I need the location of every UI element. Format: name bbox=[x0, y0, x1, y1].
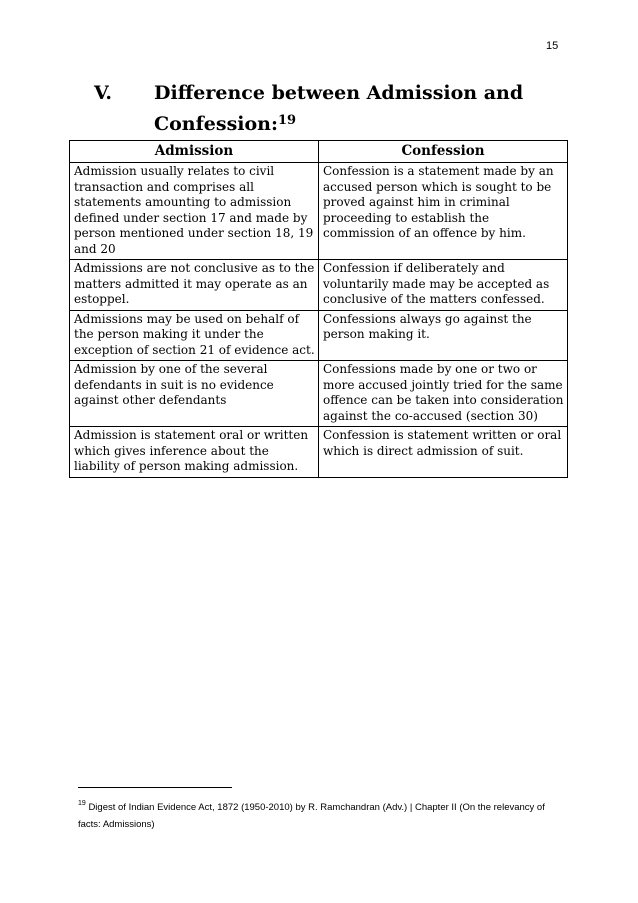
table-row bbox=[70, 163, 568, 260]
footnote bbox=[78, 795, 568, 833]
section-number: V. bbox=[94, 82, 113, 104]
comparison-table bbox=[69, 140, 568, 478]
confession-cell: Confession is statement written or oral which is direct admission of suit. bbox=[319, 427, 568, 478]
admission-cell: Admissions are not conclusive as to the matters admitted it may operate as an estoppel. bbox=[70, 260, 319, 311]
confession-cell: Confessions made by one or two or more accused jointly tried for the same offence can be taken into consideration against the co-accused (section 30) bbox=[319, 361, 568, 427]
admission-cell: Admission by one of the several defendants in suit is no evidence against other defendants bbox=[70, 361, 319, 427]
table-row bbox=[70, 427, 568, 478]
admission-cell: Admission is statement oral or written which gives inference about the liability of person making admission. bbox=[70, 427, 319, 478]
confession-cell: Confessions always go against the person making it. bbox=[319, 310, 568, 361]
admission-cell: Admission usually relates to civil transaction and comprises all statements amounting to admission defined under section 17 and made by person mentioned under section 18, 19 and 20 bbox=[70, 163, 319, 260]
page-number: 15 bbox=[546, 40, 559, 52]
confession-cell: Confession is a statement made by an accused person which is sought to be proved against him in criminal proceeding to establish the commission of an offence by him. bbox=[319, 163, 568, 260]
table-row bbox=[70, 361, 568, 427]
footnote-separator bbox=[78, 787, 232, 788]
confession-cell: Confession if deliberately and voluntarily made may be accepted as conclusive of the matters confessed. bbox=[319, 260, 568, 311]
footnote-text: Digest of Indian Evidence Act, 1872 (1950-2010) by R. Ramchandran (Adv.) | Chapter II (On the relevancy of facts: Admissions) bbox=[78, 802, 545, 830]
section-title-text: Difference between Admission and Confession: bbox=[154, 82, 524, 135]
table-row bbox=[70, 260, 568, 311]
column-header-admission: Admission bbox=[70, 141, 319, 163]
admission-cell: Admissions may be used on behalf of the person making it under the exception of section 21 of evidence act. bbox=[70, 310, 319, 361]
column-header-confession: Confession bbox=[319, 141, 568, 163]
table-header-row bbox=[70, 141, 568, 163]
section-title bbox=[154, 80, 574, 138]
table-row bbox=[70, 310, 568, 361]
footnote-number: 19 bbox=[78, 800, 86, 807]
footnote-reference: 19 bbox=[277, 113, 297, 128]
